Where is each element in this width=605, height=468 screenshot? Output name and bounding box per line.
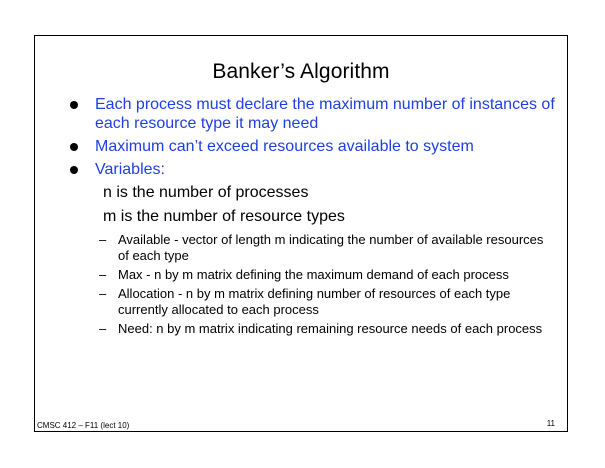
bullet-dot-icon <box>70 143 78 151</box>
dash-marker: – <box>99 267 107 282</box>
sub-item-text: Max - n by m matrix defining the maximum demand of each process <box>118 267 509 282</box>
bullet-item <box>35 95 567 133</box>
dash-marker: – <box>99 286 107 301</box>
bullet-dot-icon <box>70 101 78 109</box>
slide-title: Banker’s Algorithm <box>212 60 390 83</box>
bullet-list <box>35 95 567 340</box>
bullet-item <box>35 137 567 156</box>
dash-marker: – <box>99 232 107 247</box>
sub-item <box>35 267 567 283</box>
bullet-text: Each process must declare the maximum number of instances of each resource type it may need <box>95 96 555 132</box>
bullet-text: Maximum can’t exceed resources available to system <box>95 138 474 155</box>
sub-item-text: Available - vector of length m indicating the number of available resources of each type <box>118 232 544 263</box>
variable-line: m is the number of resource types <box>103 208 345 225</box>
sub-item <box>35 286 567 318</box>
variable-line: n is the number of processes <box>103 184 309 201</box>
footer-course-label: CMSC 412 – F11 (lect 10) <box>37 421 130 430</box>
sub-item <box>35 232 567 264</box>
bullet-dot-icon <box>70 166 78 174</box>
dash-marker: – <box>99 321 107 336</box>
sub-item-text: Allocation - n by m matrix defining number of resources of each type currently allocated to each process <box>118 286 511 317</box>
bullet-text: Variables: <box>95 161 165 178</box>
sub-item <box>35 321 567 337</box>
slide-frame <box>34 35 568 432</box>
page-number: 11 <box>546 419 555 428</box>
bullet-item <box>35 160 567 179</box>
sub-item-text: Need: n by m matrix indicating remaining resource needs of each process <box>118 321 543 336</box>
